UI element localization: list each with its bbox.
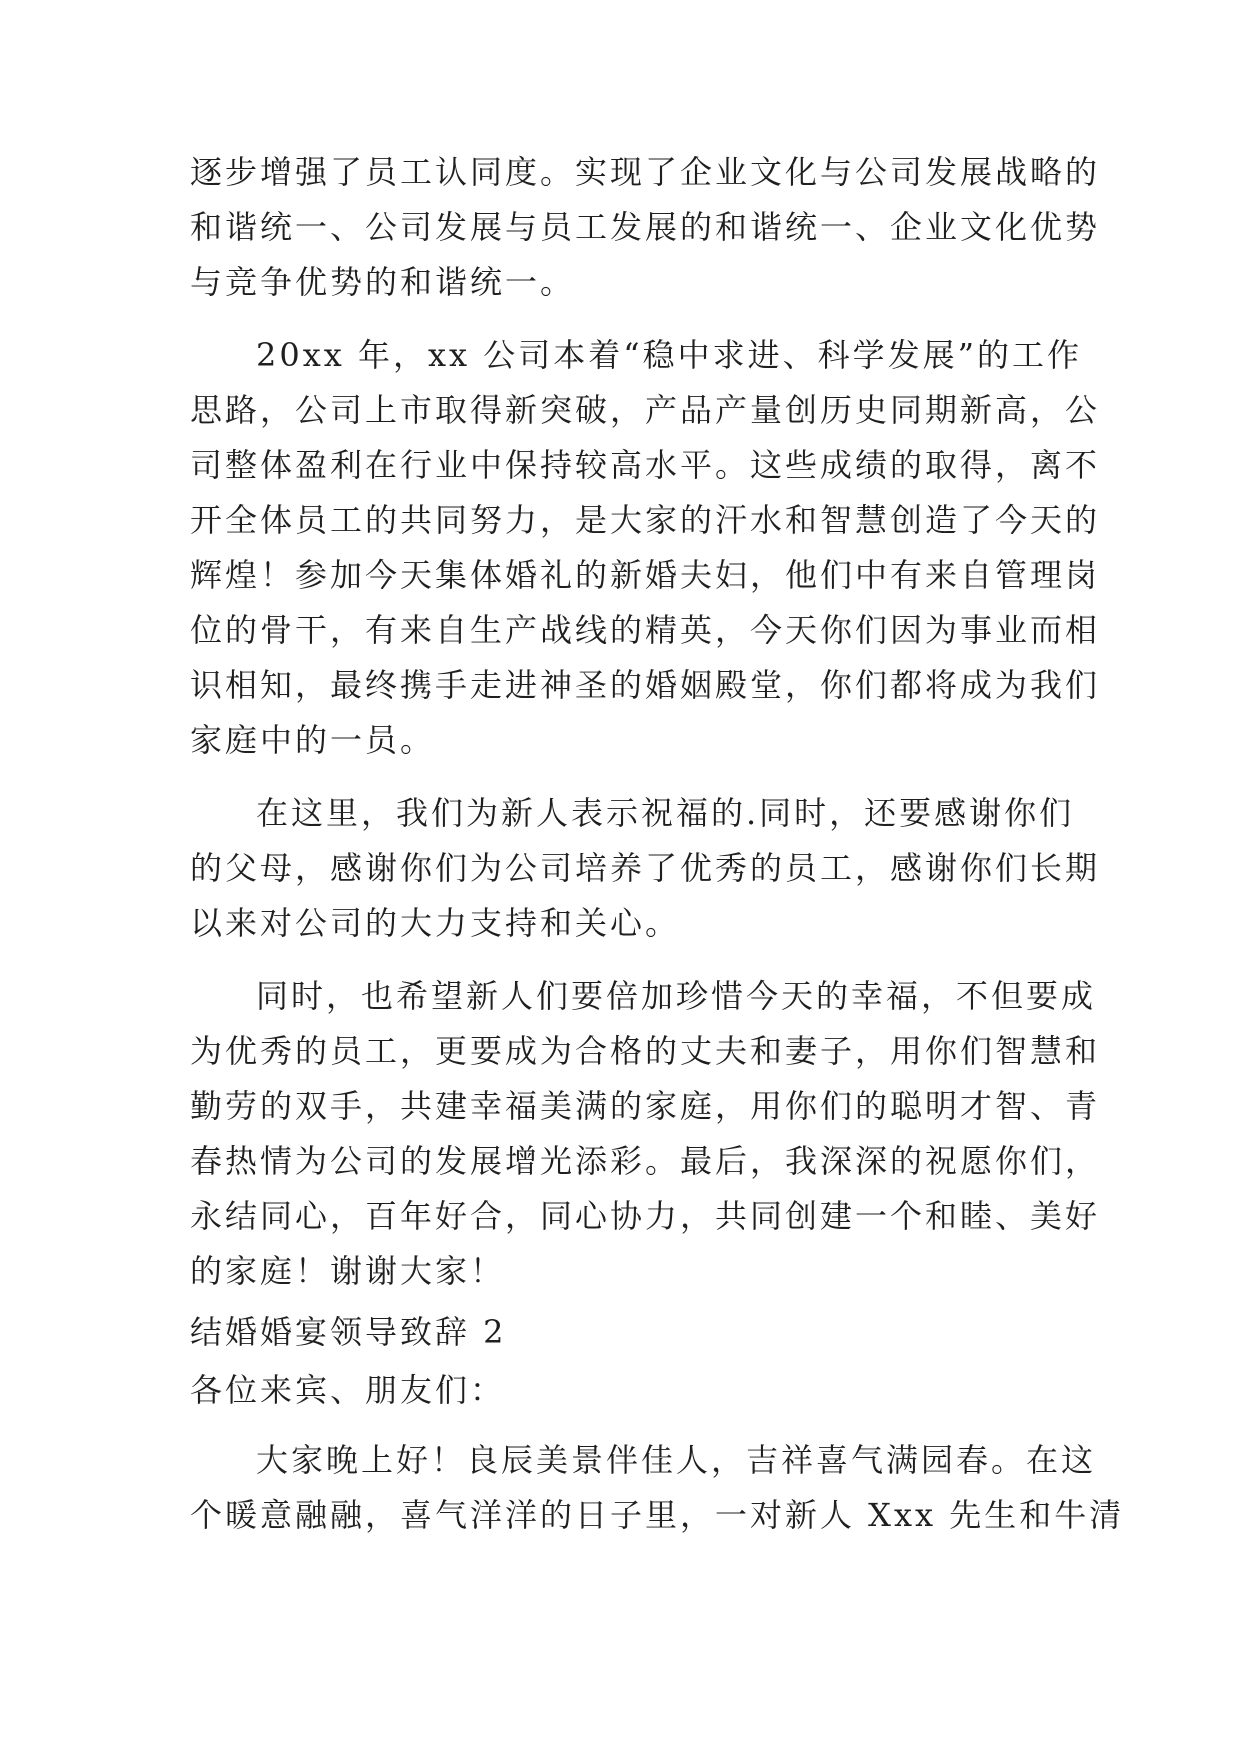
paragraph-line: 思路，公司上市取得新突破，产品产量创历史同期新高，公 bbox=[190, 391, 1101, 429]
paragraph-line: 个暖意融融，喜气洋洋的日子里，一对新人 Xxx 先生和牛清 bbox=[190, 1496, 1125, 1534]
paragraph-line: 在这里，我们为新人表示祝福的.同时，还要感谢你们 bbox=[256, 794, 1075, 832]
paragraph-line: 20xx 年，xx 公司本着“稳中求进、科学发展”的工作 bbox=[256, 336, 1082, 374]
paragraph-line: 和谐统一、公司发展与员工发展的和谐统一、企业文化优势 bbox=[190, 208, 1101, 246]
paragraph-line: 家庭中的一员。 bbox=[190, 721, 436, 759]
section-title: 结婚婚宴领导致辞 2 bbox=[190, 1313, 507, 1351]
paragraph-line: 永结同心，百年好合，同心协力，共同创建一个和睦、美好 bbox=[190, 1197, 1101, 1235]
paragraph-line: 逐步增强了员工认同度。实现了企业文化与公司发展战略的 bbox=[190, 153, 1101, 191]
paragraph-line: 勤劳的双手，共建幸福美满的家庭，用你们的聪明才智、青 bbox=[190, 1087, 1101, 1125]
paragraph-line: 为优秀的员工，更要成为合格的丈夫和妻子，用你们智慧和 bbox=[190, 1032, 1101, 1070]
paragraph-line: 辉煌！参加今天集体婚礼的新婚夫妇，他们中有来自管理岗 bbox=[190, 556, 1101, 594]
paragraph-line: 春热情为公司的发展增光添彩。最后，我深深的祝愿你们， bbox=[190, 1142, 1101, 1180]
paragraph-line: 的家庭！谢谢大家！ bbox=[190, 1252, 506, 1290]
salutation: 各位来宾、朋友们： bbox=[190, 1371, 506, 1409]
paragraph-line: 识相知，最终携手走进神圣的婚姻殿堂，你们都将成为我们 bbox=[190, 666, 1101, 704]
paragraph-line: 同时，也希望新人们要倍加珍惜今天的幸福，不但要成 bbox=[256, 977, 1097, 1015]
paragraph-line: 开全体员工的共同努力，是大家的汗水和智慧创造了今天的 bbox=[190, 501, 1101, 539]
paragraph-line: 位的骨干，有来自生产战线的精英，今天你们因为事业而相 bbox=[190, 611, 1101, 649]
paragraph-line: 司整体盈利在行业中保持较高水平。这些成绩的取得，离不 bbox=[190, 446, 1101, 484]
paragraph-line: 以来对公司的大力支持和关心。 bbox=[190, 904, 681, 942]
paragraph-line: 的父母，感谢你们为公司培养了优秀的员工，感谢你们长期 bbox=[190, 849, 1101, 887]
paragraph-line: 与竞争优势的和谐统一。 bbox=[190, 263, 576, 301]
paragraph-line: 大家晚上好！良辰美景伴佳人，吉祥喜气满园春。在这 bbox=[256, 1441, 1097, 1479]
